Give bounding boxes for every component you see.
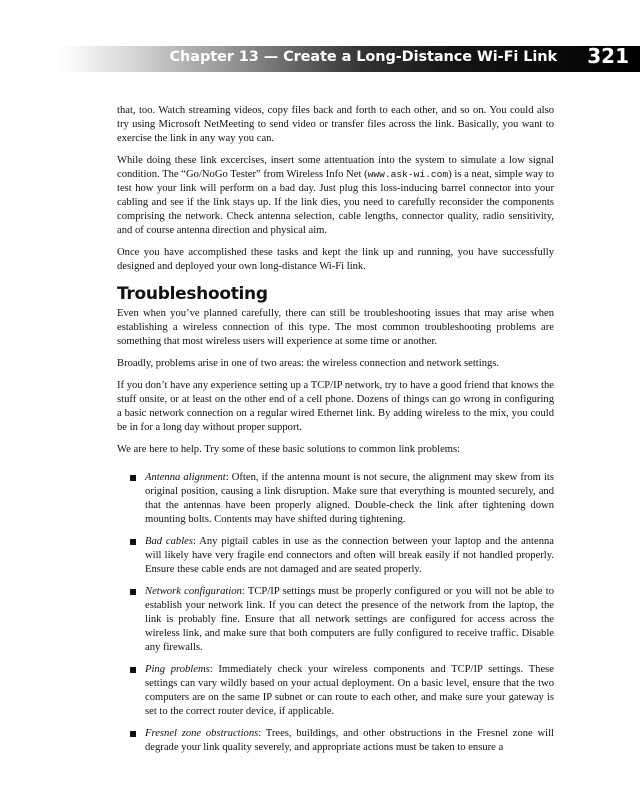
paragraph-text: While doing these link excercises, insert some attentuation into the system to simulate a low signal condition. The “Go/NoGo Tester” from Wireless Info Net ( [117, 155, 554, 180]
list-item [117, 471, 554, 527]
url-link[interactable]: www.ask-wi.com [367, 169, 449, 180]
paragraph: Broadly, problems arise in one of two areas: the wireless connection and network settings. [117, 358, 500, 369]
paragraph: Even when you’ve planned carefully, there can still be troubleshooting issues that may arise when establishing a wireless connection of this type. The most common troubleshooting problems are something that most wireless users will experience at some time or another. [117, 308, 554, 347]
list-item-text: : Trees, buildings, and other obstructions in the Fresnel zone will degrade your link quality severely, and appropriate actions must be taken to ensure a [145, 728, 554, 753]
list-item-text: : Any pigtail cables in use as the connection between your laptop and the antenna will likely have very fragile end connectors and often will break easily if not handled properly. Ensure these cable ends are not damaged and are seated properly. [145, 536, 554, 575]
section-heading: Troubleshooting [117, 284, 268, 304]
list-item-term: Antenna alignment [145, 472, 226, 483]
square-bullet-icon [130, 589, 136, 595]
list-item-term: Bad cables [145, 536, 193, 547]
paragraph: that, too. Watch streaming videos, copy files back and forth to each other, and so on. You could also try using Microsoft NetMeeting to send video or transfer files across the link. Basically, you want to exercise the link in any way you can. [117, 105, 554, 144]
chapter-title: Chapter 13 — Create a Long-Distance Wi-Fi Link [169, 49, 557, 65]
square-bullet-icon [130, 731, 136, 737]
page-number: 321 [587, 44, 629, 68]
square-bullet-icon [130, 667, 136, 673]
list-item [117, 663, 554, 719]
page-body [117, 104, 554, 763]
paragraph [117, 154, 554, 238]
list-item-term: Network configuration [145, 586, 242, 597]
bullet-list [117, 471, 554, 755]
paragraph-text: ) is a neat, simple way to test how your link will perform on a bad day. Just plug this loss-inducing barrel connector into your cabling and see if the link stays up. If the link dies, you need to carefully reconsider the components comprising the network. Check antenna selection, cable lengths, connector quality, radio sensitivity, and of course antenna direction and physical aim. [117, 169, 554, 236]
list-item-term: Ping problems [145, 664, 210, 675]
paragraph: We are here to help. Try some of these basic solutions to common link problems: [117, 444, 461, 455]
list-item [117, 585, 554, 655]
list-item-text: : Immediately check your wireless components and TCP/IP settings. These settings can vary wildly based on your actual deployment. On a basic level, ensure that the two computers are on the same IP subnet or can route to each other, and make sure your gateway is set to the correct router device, if applicable. [145, 664, 554, 717]
square-bullet-icon [130, 539, 136, 545]
square-bullet-icon [130, 475, 136, 481]
list-item [117, 535, 554, 577]
list-item [117, 727, 554, 755]
list-item-text: : TCP/IP settings must be properly configured or you will not be able to establish your network link. If you can detect the presence of the network from the laptop, the link is probably fine. Ensure that all network settings are configured for access across the wireless link, and make sure that both computers are fully configured to receive traffic. Disable any firewalls. [145, 586, 554, 653]
paragraph: Once you have accomplished these tasks and kept the link up and running, you have successfully designed and deployed your own long-distance Wi-Fi link. [117, 247, 554, 272]
list-item-text: : Often, if the antenna mount is not secure, the alignment may skew from its original position, causing a link disruption. Make sure that everything is mounted securely, and that the antennas have been properly aligned. Double-check the link after tightening down mounting bolts. Contents may have shifted during tightening. [145, 472, 554, 525]
paragraph: If you don’t have any experience setting up a TCP/IP network, try to have a good friend that knows the stuff onsite, or at least on the other end of a cell phone. Dozens of things can go wrong in configuring a basic network connection on a regular wired Ethernet link. By adding wireless to the mix, you could be in for a long day without proper support. [117, 380, 554, 433]
list-item-term: Fresnel zone obstructions [145, 728, 259, 739]
